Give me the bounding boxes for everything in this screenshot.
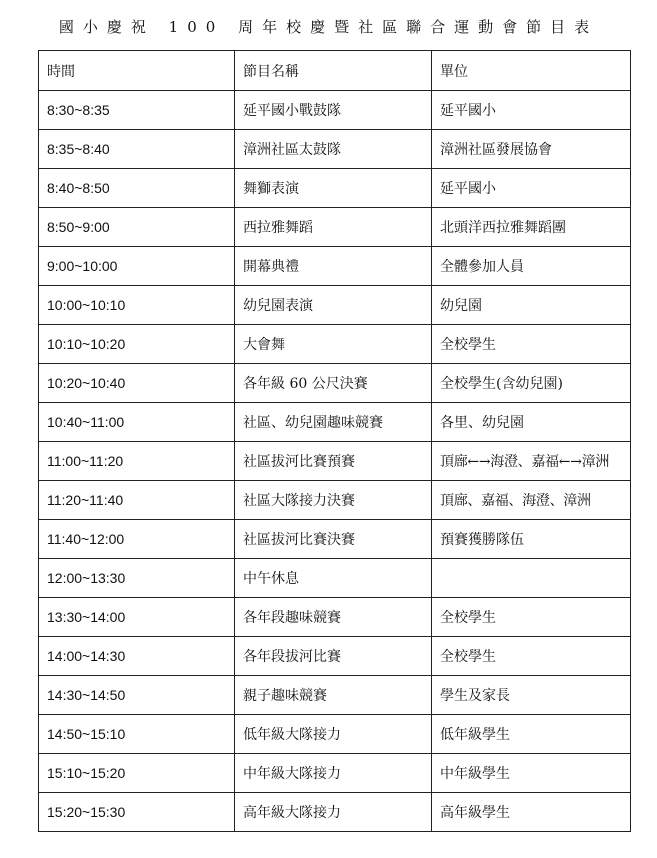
cell-unit: 北頭洋西拉雅舞蹈團 <box>432 208 631 247</box>
header-program: 節目名稱 <box>235 51 432 91</box>
cell-unit: 全校學生(含幼兒園) <box>432 364 631 403</box>
cell-unit: 全校學生 <box>432 637 631 676</box>
cell-time: 10:00~10:10 <box>39 286 235 325</box>
cell-time: 8:35~8:40 <box>39 130 235 169</box>
cell-program: 低年級大隊接力 <box>235 715 432 754</box>
cell-program: 各年段拔河比賽 <box>235 637 432 676</box>
cell-program: 幼兒園表演 <box>235 286 432 325</box>
cell-time: 11:40~12:00 <box>39 520 235 559</box>
table-row <box>39 325 631 364</box>
cell-time: 15:20~15:30 <box>39 793 235 832</box>
cell-unit: 學生及家長 <box>432 676 631 715</box>
cell-time: 13:30~14:00 <box>39 598 235 637</box>
cell-time: 10:10~10:20 <box>39 325 235 364</box>
cell-time: 8:40~8:50 <box>39 169 235 208</box>
cell-time: 12:00~13:30 <box>39 559 235 598</box>
table-row <box>39 520 631 559</box>
table-row <box>39 247 631 286</box>
cell-time: 14:00~14:30 <box>39 637 235 676</box>
cell-program: 各年段趣味競賽 <box>235 598 432 637</box>
header-time: 時間 <box>39 51 235 91</box>
schedule-body <box>39 91 631 832</box>
cell-time: 10:40~11:00 <box>39 403 235 442</box>
cell-program: 開幕典禮 <box>235 247 432 286</box>
cell-time: 15:10~15:20 <box>39 754 235 793</box>
cell-unit: 頂廍、嘉福、海澄、漳洲 <box>432 481 631 520</box>
cell-program: 社區拔河比賽預賽 <box>235 442 432 481</box>
cell-unit: 各里、幼兒園 <box>432 403 631 442</box>
cell-time: 8:50~9:00 <box>39 208 235 247</box>
table-row <box>39 715 631 754</box>
cell-program: 延平國小戰鼓隊 <box>235 91 432 130</box>
table-row <box>39 403 631 442</box>
schedule-table <box>38 50 631 832</box>
table-row <box>39 169 631 208</box>
cell-program: 社區、幼兒園趣味競賽 <box>235 403 432 442</box>
table-row <box>39 481 631 520</box>
cell-unit: 全體參加人員 <box>432 247 631 286</box>
table-row <box>39 637 631 676</box>
cell-unit: 頂廍←→海澄、嘉福←→漳洲 <box>432 442 631 481</box>
cell-program: 中年級大隊接力 <box>235 754 432 793</box>
cell-unit: 中年級學生 <box>432 754 631 793</box>
table-row <box>39 559 631 598</box>
cell-time: 8:30~8:35 <box>39 91 235 130</box>
cell-unit: 幼兒園 <box>432 286 631 325</box>
cell-program: 社區大隊接力決賽 <box>235 481 432 520</box>
table-row <box>39 793 631 832</box>
table-row <box>39 676 631 715</box>
cell-program: 中午休息 <box>235 559 432 598</box>
cell-program: 社區拔河比賽決賽 <box>235 520 432 559</box>
cell-program: 西拉雅舞蹈 <box>235 208 432 247</box>
table-row <box>39 91 631 130</box>
cell-unit: 高年級學生 <box>432 793 631 832</box>
cell-unit: 全校學生 <box>432 325 631 364</box>
table-row <box>39 130 631 169</box>
cell-time: 10:20~10:40 <box>39 364 235 403</box>
cell-program: 高年級大隊接力 <box>235 793 432 832</box>
cell-program: 漳洲社區太鼓隊 <box>235 130 432 169</box>
cell-unit <box>432 559 631 598</box>
table-row <box>39 286 631 325</box>
cell-unit: 延平國小 <box>432 169 631 208</box>
cell-unit: 延平國小 <box>432 91 631 130</box>
table-row <box>39 364 631 403</box>
cell-unit: 漳洲社區發展協會 <box>432 130 631 169</box>
cell-unit: 低年級學生 <box>432 715 631 754</box>
header-unit: 單位 <box>432 51 631 91</box>
table-row <box>39 442 631 481</box>
cell-time: 11:00~11:20 <box>39 442 235 481</box>
table-row <box>39 208 631 247</box>
cell-time: 9:00~10:00 <box>39 247 235 286</box>
table-row <box>39 754 631 793</box>
cell-time: 14:50~15:10 <box>39 715 235 754</box>
cell-time: 11:20~11:40 <box>39 481 235 520</box>
table-row <box>39 598 631 637</box>
cell-program: 各年級 60 公尺決賽 <box>235 364 432 403</box>
cell-program: 大會舞 <box>235 325 432 364</box>
cell-program: 親子趣味競賽 <box>235 676 432 715</box>
cell-program: 舞獅表演 <box>235 169 432 208</box>
table-header-row <box>39 51 631 91</box>
cell-unit: 全校學生 <box>432 598 631 637</box>
cell-unit: 預賽獲勝隊伍 <box>432 520 631 559</box>
document-title: 國小慶祝 100 周年校慶暨社區聯合運動會節目表 <box>58 18 599 36</box>
cell-time: 14:30~14:50 <box>39 676 235 715</box>
